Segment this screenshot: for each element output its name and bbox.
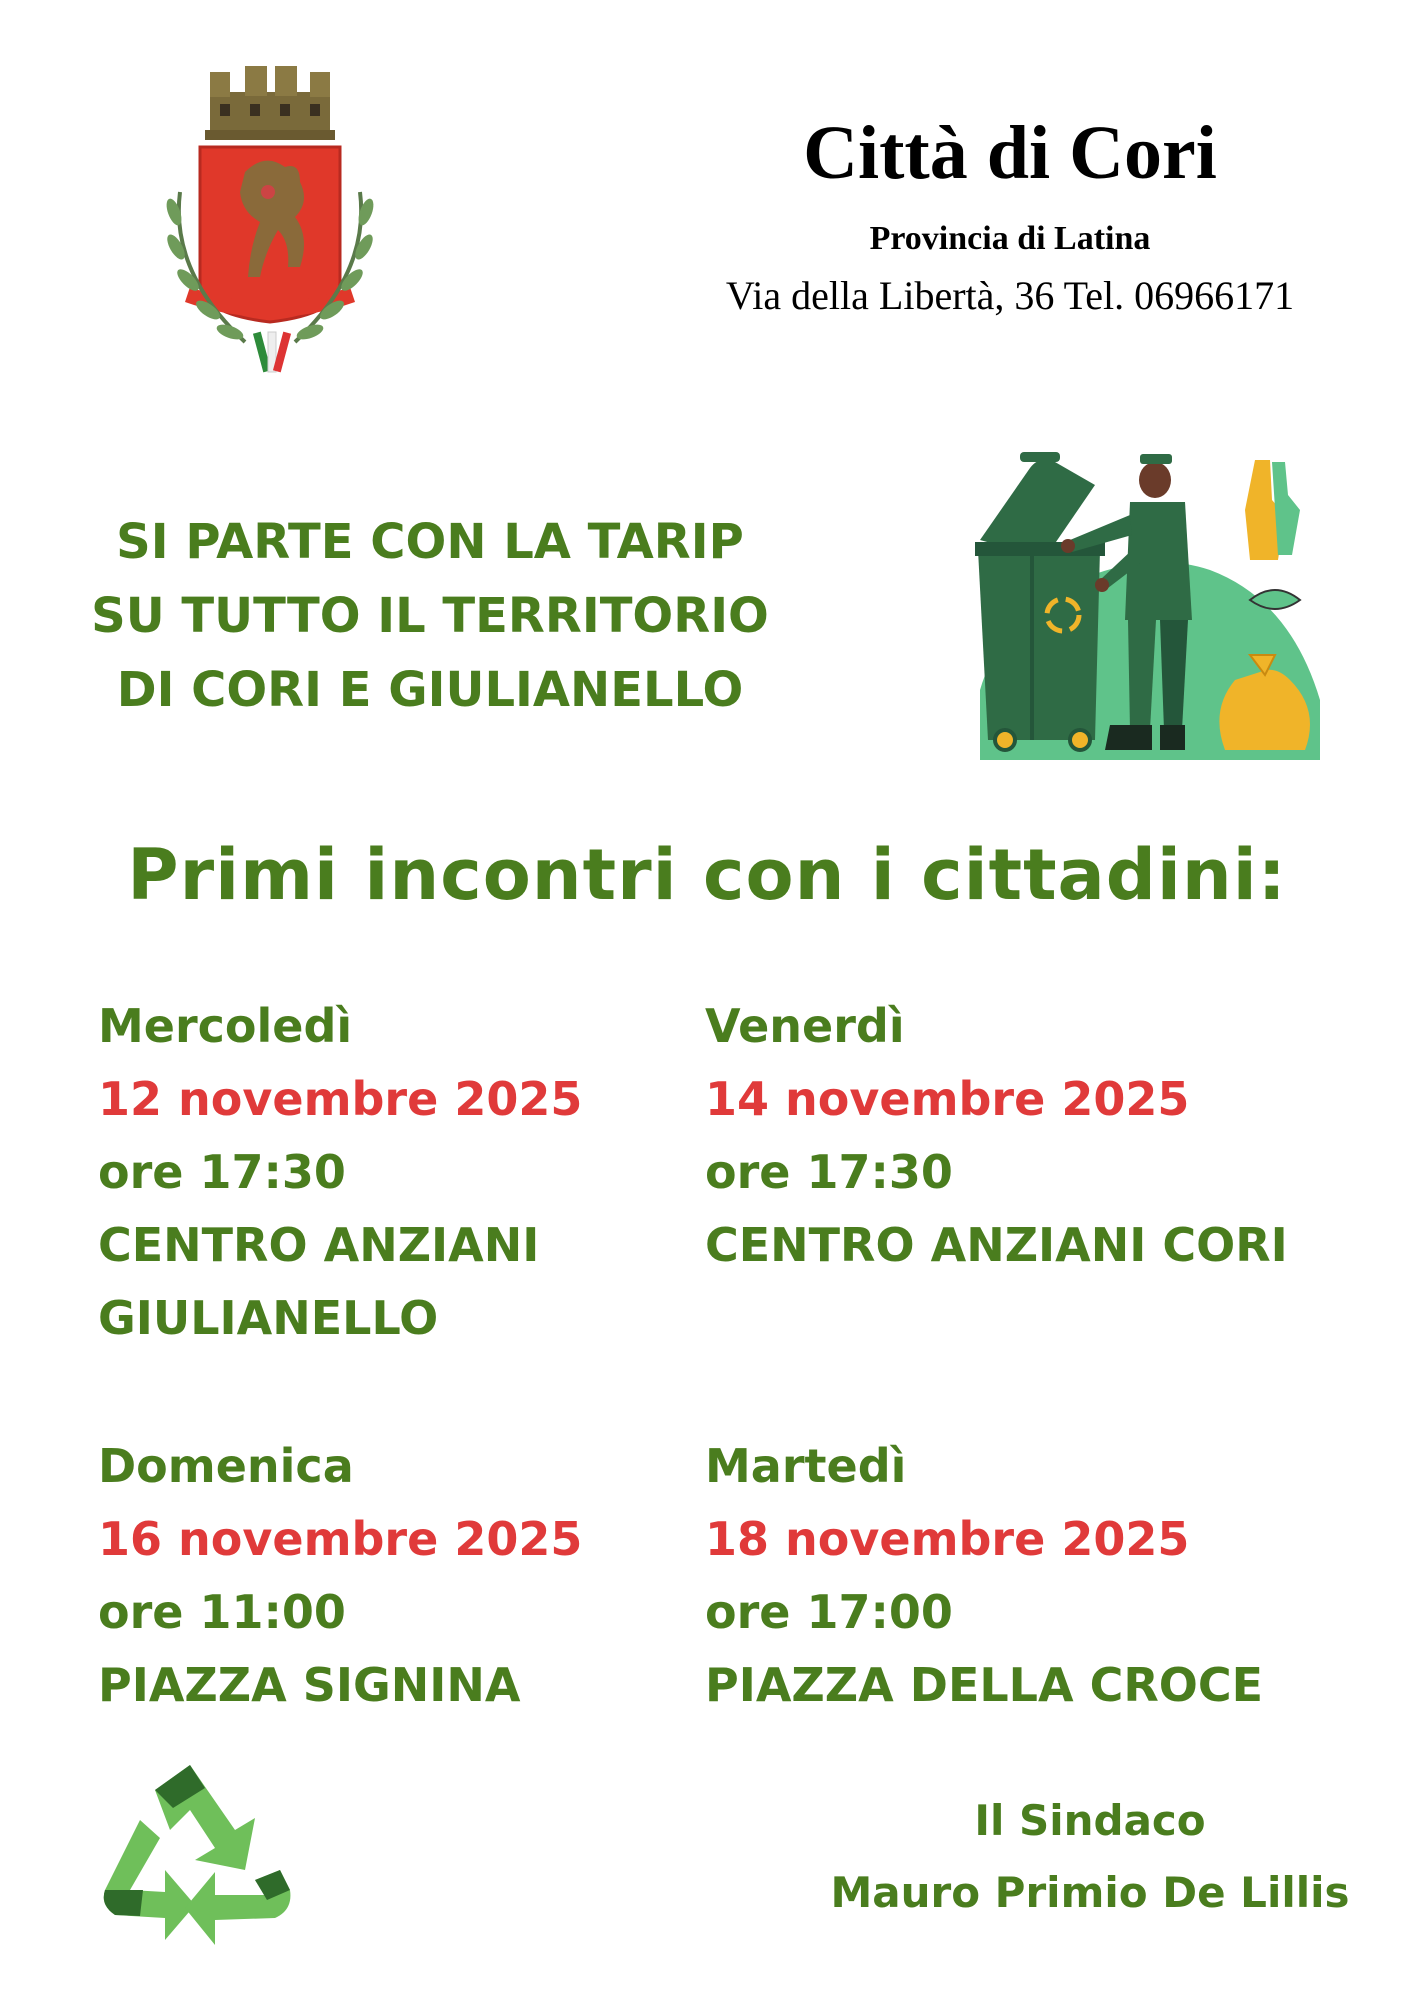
intro-line: SI PARTE CON LA TARIP — [116, 514, 744, 570]
meeting-place: PIAZZA SIGNINA — [98, 1658, 521, 1712]
province-subtitle: Provincia di Latina — [869, 220, 1151, 257]
meeting-time: ore 11:00 — [98, 1585, 346, 1639]
intro-line: SU TUTTO IL TERRITORIO — [91, 588, 769, 644]
meeting-day: Martedì — [705, 1439, 907, 1493]
meeting-card — [705, 990, 1325, 1282]
municipal-crest-icon — [150, 52, 390, 382]
signature-name: Mauro Primio De Lillis — [830, 1868, 1350, 1917]
section-heading: Primi incontri con i cittadini: — [127, 834, 1287, 916]
meeting-card — [705, 1430, 1325, 1722]
meeting-place: CENTRO ANZIANI — [98, 1218, 540, 1272]
page-title: Città di Cori — [803, 111, 1217, 195]
meeting-day: Mercoledì — [98, 999, 353, 1053]
meeting-card — [98, 1430, 718, 1722]
meeting-day: Domenica — [98, 1439, 354, 1493]
recycle-icon — [95, 1760, 295, 1955]
meeting-place: GIULIANELLO — [98, 1291, 439, 1345]
meeting-time: ore 17:00 — [705, 1585, 953, 1639]
address-line: Via della Libertà, 36 Tel. 06966171 — [725, 273, 1295, 318]
meeting-day: Venerdì — [705, 999, 905, 1053]
meeting-date: 16 novembre 2025 — [98, 1512, 583, 1566]
meeting-date: 18 novembre 2025 — [705, 1512, 1190, 1566]
waste-worker-illustration — [960, 440, 1330, 760]
intro-line: DI CORI E GIULIANELLO — [116, 662, 744, 718]
signature-role: Il Sindaco — [974, 1796, 1206, 1845]
meeting-card — [98, 990, 718, 1355]
meeting-place: PIAZZA DELLA CROCE — [705, 1658, 1264, 1712]
meeting-time: ore 17:30 — [705, 1145, 953, 1199]
intro-announcement — [60, 505, 800, 727]
meeting-date: 12 novembre 2025 — [98, 1072, 583, 1126]
meeting-date: 14 novembre 2025 — [705, 1072, 1190, 1126]
signature-block — [820, 1785, 1360, 1929]
meeting-place: CENTRO ANZIANI CORI — [705, 1218, 1288, 1272]
meeting-time: ore 17:30 — [98, 1145, 346, 1199]
